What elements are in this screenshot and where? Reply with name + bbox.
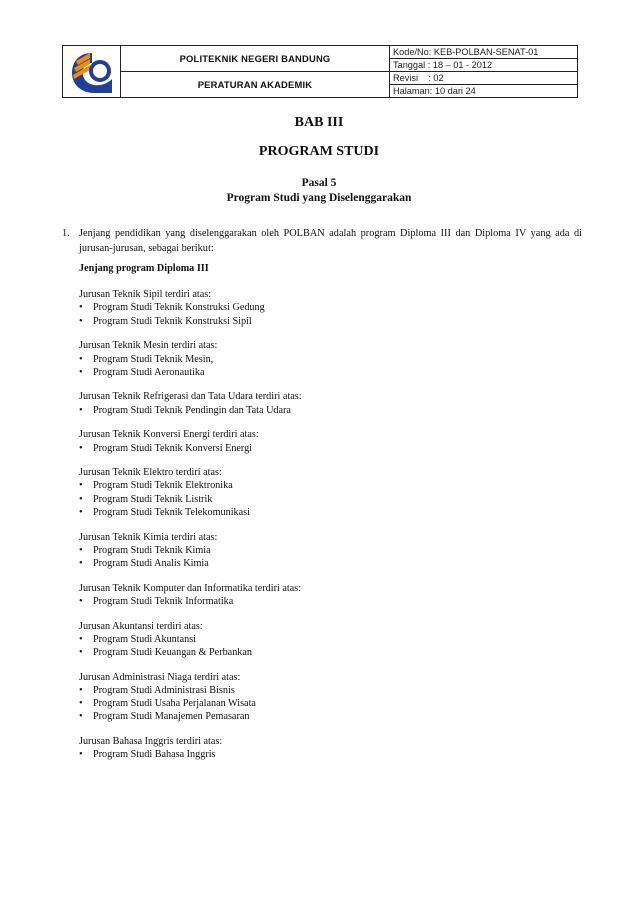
department-list xyxy=(79,262,559,773)
article-number: Pasal 5 xyxy=(301,177,337,189)
doc-revision-label: Revisi xyxy=(393,72,419,83)
department-title: Jurusan Teknik Refrigerasi dan Tata Udara terdiri atas: xyxy=(79,391,302,403)
department-group xyxy=(79,671,559,724)
program-item: • Program Studi Teknik Konstruksi Gedung xyxy=(79,301,559,314)
program-item: • Program Studi Teknik Konstruksi Sipil xyxy=(79,315,559,328)
doc-revision xyxy=(390,72,578,85)
logo-cell xyxy=(63,46,121,98)
program-item: • Program Studi Bahasa Inggris xyxy=(79,748,559,761)
doc-page-label: Halaman: xyxy=(393,85,435,96)
doc-date-value: 18 – 01 - 2012 xyxy=(432,59,493,70)
program-item: • Program Studi Usaha Perjalanan Wisata xyxy=(79,697,559,710)
program-item: • Program Studi Teknik Pendingin dan Tata Udara xyxy=(79,404,559,417)
institution-name: POLITEKNIK NEGERI BANDUNG xyxy=(121,46,390,72)
department-group xyxy=(79,288,559,328)
department-title: Jurusan Akuntansi terdiri atas: xyxy=(79,620,203,632)
program-item: • Program Studi Teknik Kimia xyxy=(79,544,559,557)
program-item: • Program Studi Teknik Elektronika xyxy=(79,479,559,492)
chapter-title: PROGRAM STUDI xyxy=(258,144,380,159)
department-title: Jurusan Teknik Elektro terdiri atas: xyxy=(79,467,222,479)
program-item: • Program Studi Teknik Mesin, xyxy=(79,353,559,366)
department-title: Jurusan Teknik Konversi Energi terdiri atas: xyxy=(79,429,259,441)
document-title: PERATURAN AKADEMIK xyxy=(121,72,390,98)
program-item: • Program Studi Teknik Konversi Energi xyxy=(79,442,559,455)
doc-code-value: KEB-POLBAN-SENAT-01 xyxy=(433,46,539,57)
paragraph-number: 1. xyxy=(62,228,70,239)
department-group xyxy=(79,390,559,416)
doc-page xyxy=(390,85,578,98)
doc-code-label: Kode/No: xyxy=(393,46,434,57)
program-item: • Program Studi Akuntansi xyxy=(79,633,559,646)
department-group xyxy=(79,428,559,454)
program-item: • Program Studi Analis Kimia xyxy=(79,557,559,570)
paragraph-text: Jenjang pendidikan yang diselenggarakan oleh POLBAN adalah program Diploma III dan Diploma IV yang ada di jurusan-jurusan, sebagai berikut: xyxy=(79,228,582,254)
program-item: • Program Studi Aeronautika xyxy=(79,366,559,379)
department-title: Jurusan Teknik Mesin terdiri atas: xyxy=(79,340,218,352)
doc-date-label: Tanggal : xyxy=(393,59,433,70)
doc-revision-value: : 02 xyxy=(428,72,444,83)
doc-page-value: 10 dari 24 xyxy=(434,85,476,96)
program-item: • Program Studi Manajemen Pemasaran xyxy=(79,710,559,723)
document-header xyxy=(62,45,578,98)
department-title: Jurusan Teknik Komputer dan Informatika terdiri atas: xyxy=(79,582,302,594)
department-title: Jurusan Teknik Kimia terdiri atas: xyxy=(79,531,218,543)
polban-logo xyxy=(63,46,120,97)
department-group xyxy=(79,735,559,761)
department-title: Jurusan Teknik Sipil terdiri atas: xyxy=(79,289,212,301)
department-title: Jurusan Bahasa Inggris terdiri atas: xyxy=(79,735,223,747)
program-item: • Program Studi Keuangan & Perbankan xyxy=(79,646,559,659)
program-item: • Program Studi Administrasi Bisnis xyxy=(79,684,559,697)
subheading: Jenjang program Diploma III xyxy=(79,263,209,274)
doc-date xyxy=(390,59,578,72)
chapter-number: BAB III xyxy=(294,115,344,130)
department-group xyxy=(79,582,559,608)
doc-code xyxy=(390,46,578,59)
department-title: Jurusan Administrasi Niaga terdiri atas: xyxy=(79,671,241,683)
program-item: • Program Studi Teknik Listrik xyxy=(79,493,559,506)
article-title: Program Studi yang Diselenggarakan xyxy=(226,192,412,204)
program-item: • Program Studi Teknik Informatika xyxy=(79,595,559,608)
department-group xyxy=(79,531,559,571)
department-group xyxy=(79,339,559,379)
program-item: • Program Studi Teknik Telekomunikasi xyxy=(79,506,559,519)
polban-logo-icon xyxy=(68,49,116,95)
department-group xyxy=(79,466,559,519)
department-group xyxy=(79,620,559,660)
